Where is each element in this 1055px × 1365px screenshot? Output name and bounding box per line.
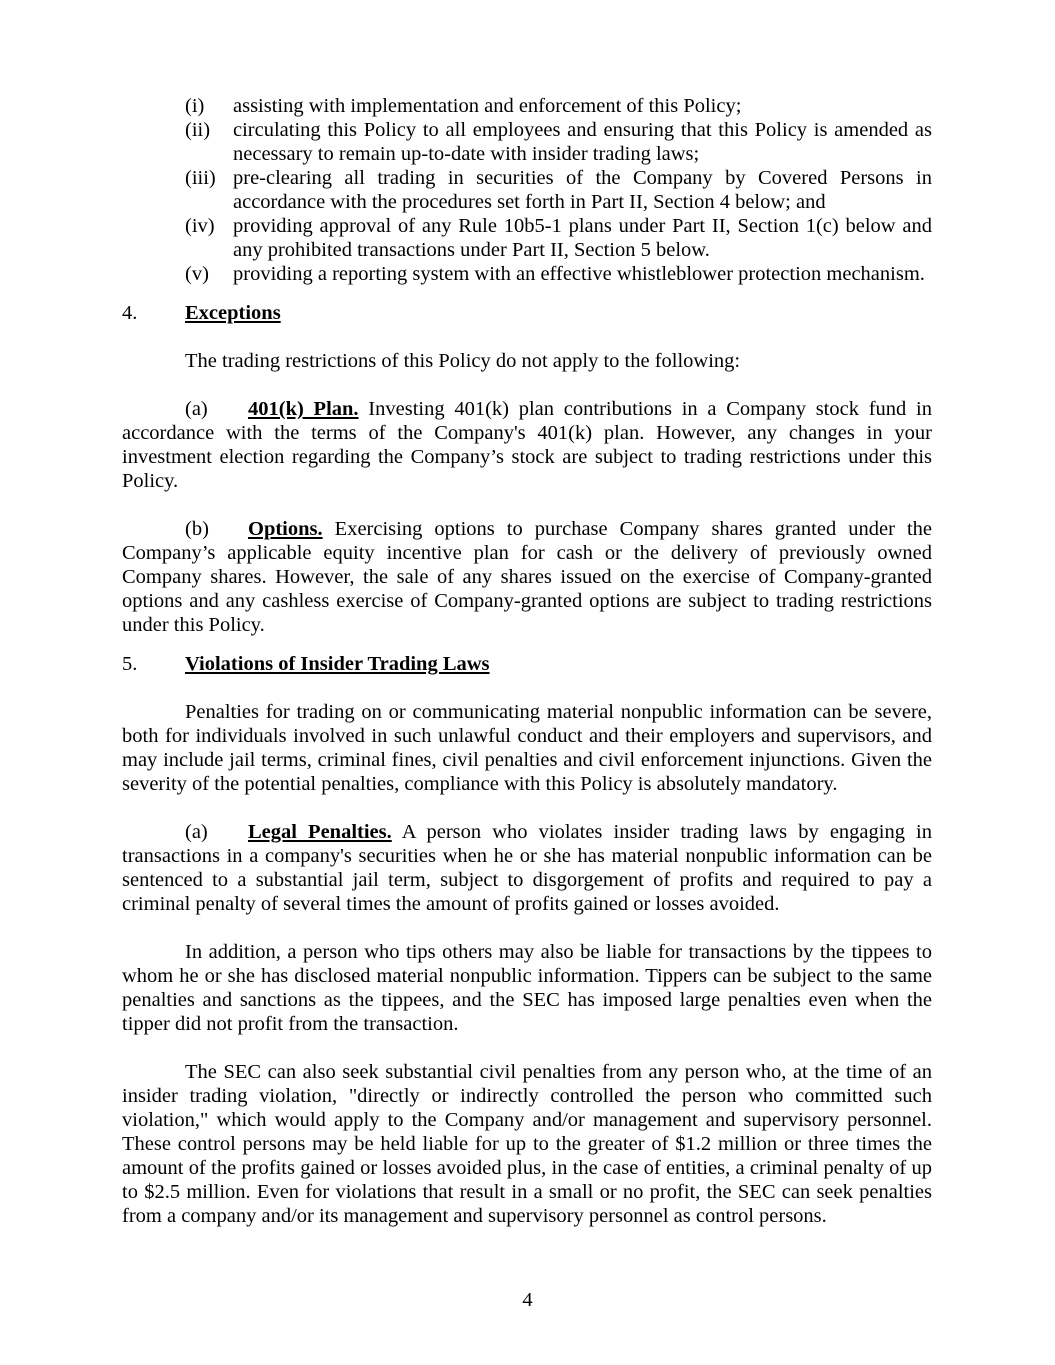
item-legal-penalties: [122, 820, 932, 916]
list-item-label: (i): [185, 95, 205, 117]
item-heading: 401(k) Plan.: [248, 398, 359, 420]
list-item-iv: [122, 214, 932, 262]
list-item-label: (iv): [185, 215, 215, 237]
list-item-v: [122, 262, 932, 286]
paragraph-penalties-overview: Penalties for trading on or communicating material nonpublic information can be severe, both for individuals involved in such unlawful conduct and their employers and supervisors, and may include jail terms, criminal fines, civil penalties and civil enforcement injunctions. Given the severity of the potential penalties, compliance with this Policy is absolutely mandatory.: [122, 701, 932, 795]
exception-item-401k: [122, 397, 932, 493]
item-label: (a): [185, 398, 208, 420]
item-label: (b): [185, 518, 209, 540]
duties-list: [122, 94, 932, 286]
paragraph-tipping-liability: In addition, a person who tips others may also be liable for transactions by the tippees to whom he or she has disclosed material nonpublic information. Tippers can be subject to the same penalties and sanctions as the tippees, and the SEC has imposed large penalties even when the tipper did not profit from the transaction.: [122, 941, 932, 1035]
item-text: Investing 401(k) plan contributions in a Company stock fund in accordance with the terms of the Company's 401(k) plan. However, any changes in your investment election regarding the Company’s stock are subject to trading restrictions under this Policy.: [122, 398, 932, 492]
list-item-text: providing approval of any Rule 10b5-1 plans under Part II, Section 1(c) below and any prohibited transactions under Part II, Section 5 below.: [233, 215, 932, 261]
list-item-text: assisting with implementation and enforcement of this Policy;: [233, 95, 742, 117]
section-number: 4.: [122, 302, 138, 324]
list-item-text: providing a reporting system with an effective whistleblower protection mechanism.: [233, 263, 925, 285]
exceptions-intro-paragraph: The trading restrictions of this Policy do not apply to the following:: [185, 350, 741, 372]
list-item-text: pre-clearing all trading in securities of the Company by Covered Persons in accordance with the procedures set forth in Part II, Section 4 below; and: [233, 167, 932, 213]
item-label: (a): [185, 821, 208, 843]
list-item-label: (v): [185, 263, 209, 285]
list-item-ii: [122, 118, 932, 166]
page-content: [122, 94, 932, 1228]
list-item-iii: [122, 166, 932, 214]
section-number: 5.: [122, 653, 138, 675]
list-item-label: (iii): [185, 167, 216, 189]
item-heading: Legal Penalties.: [248, 821, 392, 843]
list-item-label: (ii): [185, 119, 211, 141]
item-text: A person who violates insider trading laws by engaging in transactions in a company's securities when he or she has material nonpublic information can be sentenced to a substantial jail term, subject to disgorgement of profits and required to pay a criminal penalty of several times the amount of profits gained or losses avoided.: [122, 821, 932, 915]
item-heading: Options.: [248, 518, 323, 540]
section-title: Violations of Insider Trading Laws: [185, 653, 490, 675]
exception-item-options: [122, 517, 932, 637]
section-title: Exceptions: [185, 302, 281, 324]
section-heading-exceptions: [122, 301, 932, 325]
page-number: 4: [522, 1289, 533, 1311]
paragraph-sec-civil-penalties: The SEC can also seek substantial civil penalties from any person who, at the time of an insider trading violation, "directly or indirectly controlled the person who committed such violation," which would apply to the Company and/or management and supervisory personnel. These control persons may be held liable for up to the greater of $1.2 million or three times the amount of the profits gained or losses avoided plus, in the case of entities, a criminal penalty of up to $2.5 million. Even for violations that result in a small or no profit, the SEC can seek penalties from a company and/or its management and supervisory personnel as control persons.: [122, 1061, 932, 1227]
section-heading-violations: [122, 652, 932, 676]
list-item-text: circulating this Policy to all employees and ensuring that this Policy is amended as necessary to remain up-to-date with insider trading laws;: [233, 119, 932, 165]
item-text: Exercising options to purchase Company shares granted under the Company’s applicable equity incentive plan for cash or the delivery of previously owned Company shares. However, the sale of any shares issued on the exercise of Company-granted options and any cashless exercise of Company-granted options are subject to trading restrictions under this Policy.: [122, 518, 933, 636]
list-item-i: [122, 94, 932, 118]
